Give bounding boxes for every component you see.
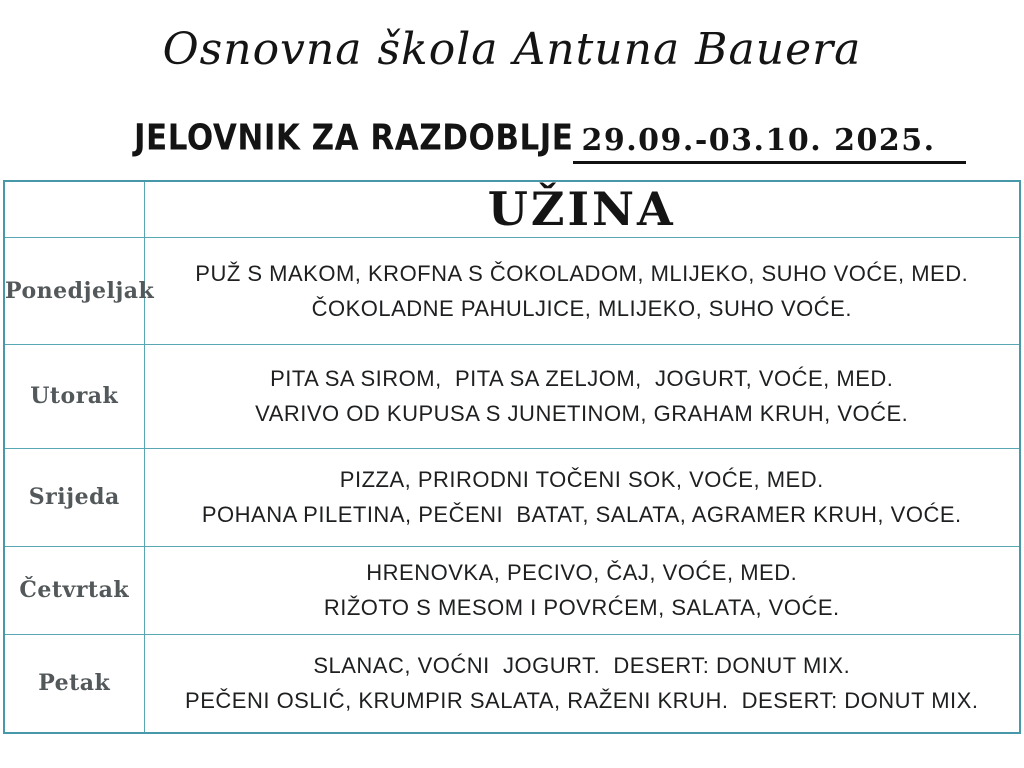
menu-cell xyxy=(144,546,1020,634)
menu-period-label: JELOVNIK ZA RAZDOBLJE xyxy=(134,117,574,159)
menu-line: PITA SA SIROM, PITA SA ZELJOM, JOGURT, VOĆE, MED. xyxy=(270,366,894,391)
menu-cell xyxy=(144,344,1020,448)
menu-table xyxy=(3,180,1021,734)
menu-subheading xyxy=(134,117,966,164)
menu-cell xyxy=(144,448,1020,546)
day-cell: Utorak xyxy=(4,344,144,448)
corner-cell xyxy=(4,181,144,237)
menu-line: POHANA PILETINA, PEČENI BATAT, SALATA, AGRAMER KRUH, VOĆE. xyxy=(201,502,962,527)
school-name: Osnovna škola Antuna Bauera xyxy=(162,24,862,75)
menu-line: PIZZA, PRIRODNI TOČENI SOK, VOĆE, MED. xyxy=(339,467,824,492)
day-cell: Srijeda xyxy=(4,448,144,546)
menu-table-head xyxy=(4,181,1020,237)
day-cell: Petak xyxy=(4,634,144,733)
table-row xyxy=(4,344,1020,448)
header-row xyxy=(4,181,1020,237)
menu-period-value: 29.09.-03.10. 2025. xyxy=(573,123,965,164)
menu-line: PUŽ S MAKOM, KROFNA S ČOKOLADOM, MLIJEKO, SUHO VOĆE, MED. xyxy=(195,260,969,286)
menu-line: PEČENI OSLIĆ, KRUMPIR SALATA, RAŽENI KRUH. DESERT: DONUT MIX. xyxy=(185,688,979,714)
menu-line: VARIVO OD KUPUSA S JUNETINOM, GRAHAM KRUH, VOĆE. xyxy=(255,401,909,426)
day-cell: Četvrtak xyxy=(4,546,144,634)
day-cell: Ponedjeljak xyxy=(4,237,144,344)
menu-line: SLANAC, VOĆNI JOGURT. DESERT: DONUT MIX. xyxy=(313,653,851,679)
table-row xyxy=(4,237,1020,344)
table-row xyxy=(4,634,1020,733)
table-row xyxy=(4,546,1020,634)
table-row xyxy=(4,448,1020,546)
menu-line: ČOKOLADNE PAHULJICE, MLIJEKO, SUHO VOĆE. xyxy=(311,295,852,321)
menu-cell xyxy=(144,634,1020,733)
menu-cell xyxy=(144,237,1020,344)
menu-table-body xyxy=(4,237,1020,733)
menu-line: HRENOVKA, PECIVO, ČAJ, VOĆE, MED. xyxy=(366,560,798,585)
snack-column-header: UŽINA xyxy=(144,181,1020,237)
menu-line: RIŽOTO S MESOM I POVRĆEM, SALATA, VOĆE. xyxy=(323,595,840,620)
